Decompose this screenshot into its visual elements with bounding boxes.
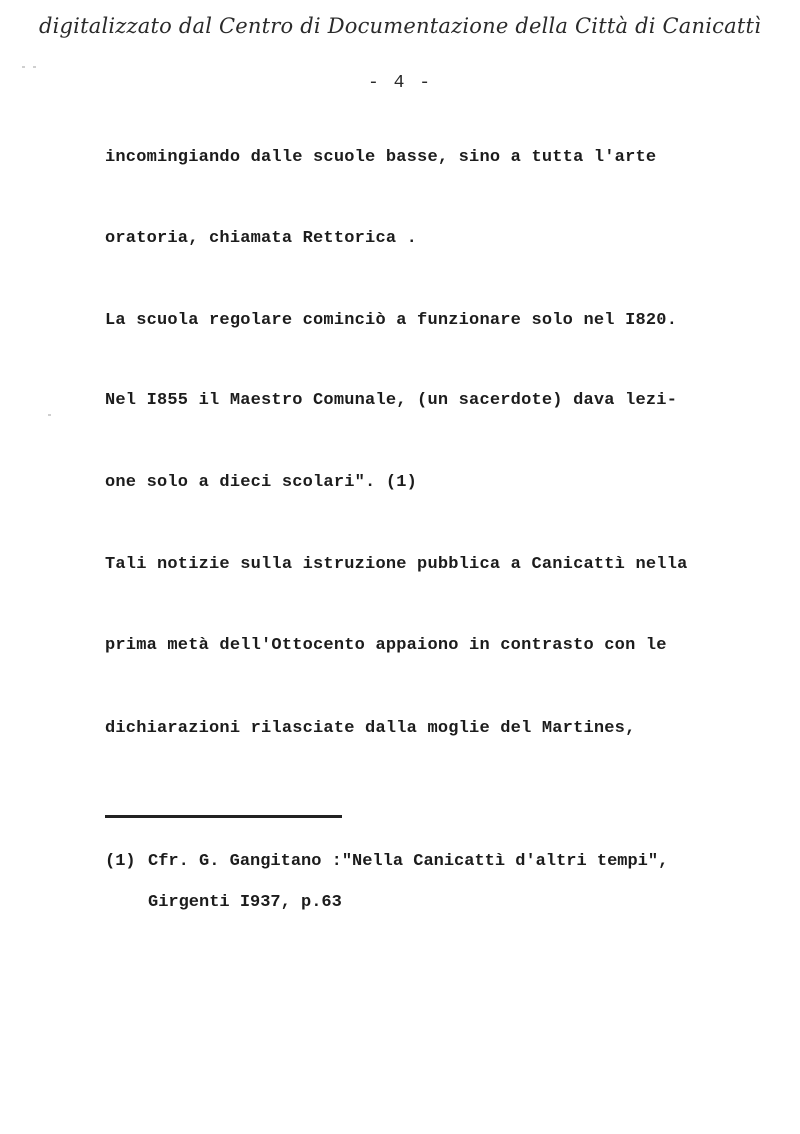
body-line-2: oratoria, chiamata Rettorica . — [105, 229, 418, 248]
scan-speck — [33, 66, 36, 68]
body-line-3: La scuola regolare cominciò a funzionare solo nel I820. — [105, 311, 678, 330]
page-number: - 4 - — [367, 73, 432, 93]
digitization-watermark: digitalizzato dal Centro di Documentazione della Città di Canicattì — [38, 14, 762, 38]
body-line-1: incomingiando dalle scuole basse, sino a tutta l'arte — [105, 148, 657, 167]
body-line-7: prima metà dell'Ottocento appaiono in contrasto con le — [105, 636, 667, 655]
footnote-line-2: Girgenti I937, p.63 — [148, 893, 342, 912]
scan-speck — [48, 414, 51, 416]
footnote-line-1: Cfr. G. Gangitano :"Nella Canicattì d'altri tempi", — [148, 852, 669, 871]
footnote-marker: (1) — [105, 852, 136, 871]
scan-speck — [22, 66, 25, 68]
footnote-separator — [105, 815, 342, 818]
body-line-5: one solo a dieci scolari". (1) — [105, 473, 418, 492]
body-line-6: Tali notizie sulla istruzione pubblica a Canicattì nella — [105, 555, 688, 574]
body-line-4: Nel I855 il Maestro Comunale, (un sacerdote) dava lezi- — [105, 391, 678, 410]
body-line-8: dichiarazioni rilasciate dalla moglie del Martines, — [105, 719, 636, 738]
